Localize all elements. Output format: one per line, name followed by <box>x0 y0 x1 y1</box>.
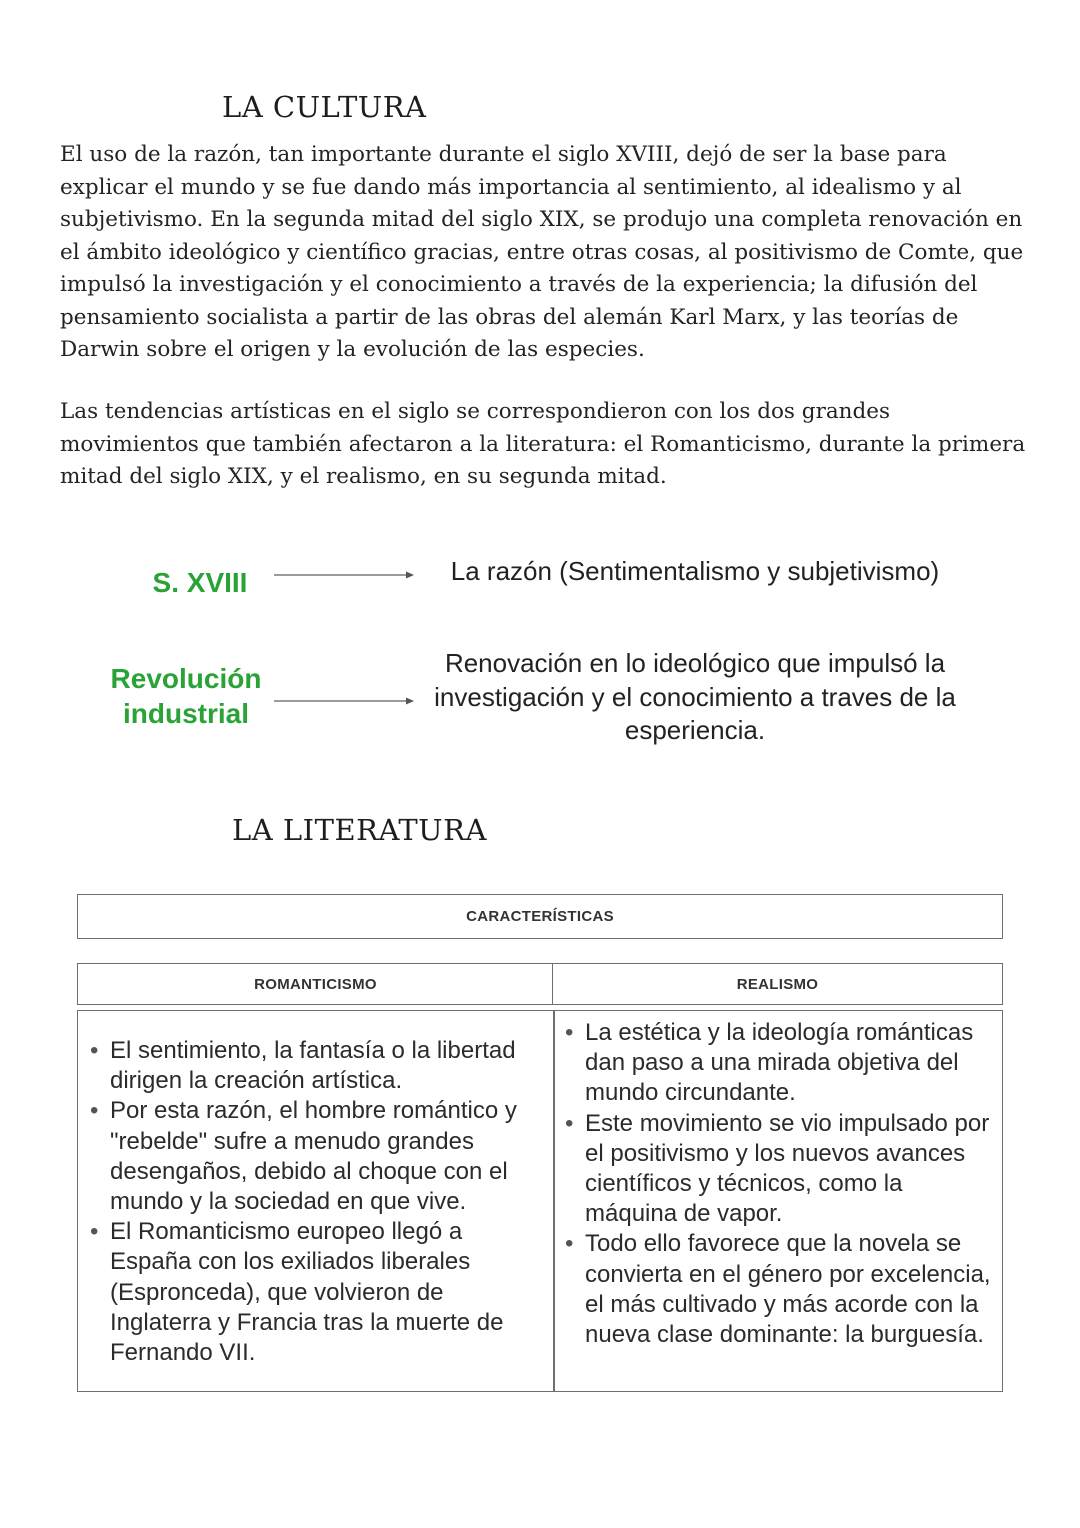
diagram-text-renovacion: Renovación en lo ideológico que impulsó la investigación y el conocimiento a traves de la esperiencia. <box>434 648 956 745</box>
column-header-realismo: REALISMO <box>552 963 1003 1005</box>
bullet-icon: • <box>90 1037 99 1064</box>
bullet-icon: • <box>565 1019 574 1046</box>
bullet-icon: • <box>565 1230 574 1258</box>
bullet-icon: • <box>565 1109 574 1137</box>
list-item: • La estética y la ideología románticas dan paso a una mirada objetiva del mundo circundante. <box>565 1019 974 1107</box>
table-header-caracteristicas: CARACTERÍSTICAS <box>77 894 1003 939</box>
realismo-list <box>563 1018 999 1350</box>
diagram-label-siglo-xviii: S. XVIII <box>152 567 248 598</box>
column-header-romanticismo: ROMANTICISMO <box>77 963 554 1005</box>
arrow-right-icon <box>274 695 414 707</box>
list-item: • Este movimiento se vio impulsado por el positivismo y los nuevos avances científicos y técnicos, como la máquina de vapor. <box>565 1109 990 1228</box>
list-item: • Por esta razón, el hombre romántico y "rebelde" sufre a menudo grandes desengaños, debido al choque con el mundo y la sociedad en que vive. <box>90 1097 517 1216</box>
bullet-icon: • <box>90 1097 99 1125</box>
list-item: • Todo ello favorece que la novela se convierta en el género por excelencia, el más cultivado y más acorde con la nueva clase dominante: la burguesía. <box>565 1230 991 1349</box>
section-title-literatura: LA LITERATURA <box>232 813 487 847</box>
paragraph-cultura-2: Las tendencias artísticas en el siglo se correspondieron con los dos grandes movimientos que también afectaron a la literatura: el Romanticismo, durante la primera mitad del siglo XIX, y el realismo, en su segunda mitad. <box>60 399 1026 489</box>
list-item: • El Romanticismo europeo llegó a España con los exiliados liberales (Espronceda), que volvieron de Inglaterra y Francia tras la muerte de Fernando VII. <box>90 1218 504 1367</box>
diagram-label-revolucion-industrial: Revolución industrial <box>110 663 262 729</box>
diagram-text-razon: La razón (Sentimentalismo y subjetivismo) <box>450 556 940 586</box>
column-romanticismo <box>77 1010 554 1392</box>
section-title-cultura: LA CULTURA <box>222 90 427 124</box>
column-realismo <box>554 1010 1003 1392</box>
list-item: • El sentimiento, la fantasía o la libertad dirigen la creación artística. <box>90 1037 516 1095</box>
romanticismo-list <box>88 1036 544 1368</box>
bullet-icon: • <box>90 1218 99 1246</box>
arrow-right-icon <box>274 569 414 581</box>
paragraph-cultura-1: El uso de la razón, tan importante durante el siglo XVIII, dejó de ser la base para explicar el mundo y se fue dando más importancia al sentimiento, al idealismo y al subjetivismo. En la segunda mitad del siglo XIX, se produjo una completa renovación en el ámbito ideológico y científico gracias, entre otras cosas, al positivismo de Comte, que impulsó la investigación y el conocimiento a través de la experiencia; la difusión del pensamiento socialista a partir de las obras del alemán Karl Marx, y las teorías de Darwin sobre el origen y la evolución de las especies. <box>60 142 1024 362</box>
